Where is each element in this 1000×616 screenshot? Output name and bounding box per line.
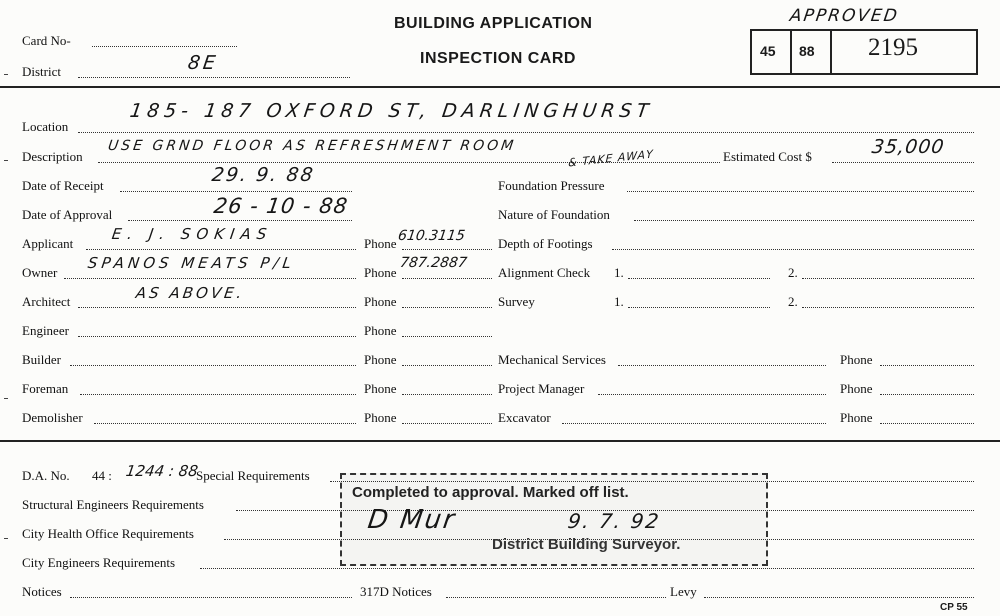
demolisher-phone-label: Phone	[364, 410, 397, 425]
survey-1: 1.	[614, 294, 624, 309]
district-line	[78, 77, 350, 78]
city-health-label: City Health Office Requirements	[22, 526, 194, 541]
description-addition: & TAKE AWAY	[568, 147, 654, 170]
date-approval-label: Date of Approval	[22, 207, 113, 222]
engineer-phone-label: Phone	[364, 323, 397, 338]
project-manager-phone-label: Phone	[840, 381, 873, 396]
nature-foundation-label: Nature of Foundation	[498, 207, 610, 222]
excavator-label: Excavator	[498, 410, 551, 425]
owner-line	[64, 278, 356, 279]
engineer-line	[78, 336, 356, 337]
estimated-cost-label: Estimated Cost $	[723, 149, 812, 164]
demolisher-line	[94, 423, 356, 424]
box-card-number: 2195	[868, 34, 918, 61]
date-approval-value: 26 - 10 - 88	[212, 194, 350, 218]
owner-label: Owner	[22, 265, 58, 280]
location-line	[78, 132, 974, 133]
box-year-b: 88	[799, 43, 815, 59]
architect-phone-line	[402, 307, 492, 308]
applicant-label: Applicant	[22, 236, 74, 251]
city-engineers-line	[200, 568, 974, 569]
applicant-phone-value: 610.3115	[396, 228, 466, 244]
applicant-line	[86, 249, 356, 250]
header-rule	[0, 86, 1000, 88]
builder-phone-label: Phone	[364, 352, 397, 367]
architect-value: AS ABOVE.	[134, 284, 246, 302]
section-rule	[0, 440, 1000, 442]
applicant-phone-label: Phone	[364, 236, 397, 251]
date-receipt-label: Date of Receipt	[22, 178, 104, 193]
structural-engineers-label: Structural Engineers Requirements	[22, 497, 204, 512]
architect-label: Architect	[22, 294, 71, 309]
box-year-a: 45	[760, 43, 776, 59]
survey-1-line	[628, 307, 770, 308]
margin-tick	[4, 538, 8, 539]
stamp-date: 9. 7. 92	[566, 509, 663, 533]
builder-phone-line	[402, 365, 492, 366]
margin-tick	[4, 74, 8, 75]
form-subtitle: INSPECTION CARD	[420, 50, 576, 67]
da-no-label: D.A. No.	[22, 468, 70, 483]
levy-line	[704, 597, 974, 598]
date-receipt-line	[120, 191, 352, 192]
city-engineers-label: City Engineers Requirements	[22, 555, 176, 570]
foundation-pressure-line	[627, 191, 974, 192]
foreman-phone-label: Phone	[364, 381, 397, 396]
excavator-phone-line	[880, 423, 974, 424]
notices-317d-line	[446, 597, 666, 598]
alignment-check-2: 2.	[788, 265, 798, 280]
architect-phone-label: Phone	[364, 294, 397, 309]
foreman-line	[80, 394, 356, 395]
notices-line	[70, 597, 352, 598]
form-title: BUILDING APPLICATION	[394, 15, 593, 32]
da-number: 1244 : 88	[124, 462, 200, 480]
description-value: USE GRND FLOOR AS REFRESHMENT ROOM	[106, 138, 518, 154]
engineer-phone-line	[402, 336, 492, 337]
district-value: 8E	[186, 52, 220, 74]
depth-footings-label: Depth of Footings	[498, 236, 593, 251]
da-prefix: 44 :	[92, 468, 112, 483]
stamp-completed-text: Completed to approval. Marked off list.	[352, 484, 629, 501]
builder-line	[70, 365, 356, 366]
location-label: Location	[22, 119, 69, 134]
margin-tick	[4, 398, 8, 399]
levy-label: Levy	[670, 584, 697, 599]
project-manager-line	[598, 394, 826, 395]
excavator-line	[562, 423, 826, 424]
approved-mark: APPROVED	[788, 6, 901, 26]
box-divider	[790, 31, 792, 73]
foreman-label: Foreman	[22, 381, 69, 396]
stamp-surveyor-text: District Building Surveyor.	[492, 536, 681, 553]
box-divider	[830, 31, 832, 73]
alignment-check-1-line	[628, 278, 770, 279]
builder-label: Builder	[22, 352, 61, 367]
card-no-line	[92, 46, 237, 47]
architect-line	[78, 307, 356, 308]
alignment-check-2-line	[802, 278, 974, 279]
owner-phone-label: Phone	[364, 265, 397, 280]
district-label: District	[22, 64, 61, 79]
estimated-cost-value: 35,000	[870, 136, 947, 158]
foundation-pressure-label: Foundation Pressure	[498, 178, 605, 193]
special-requirements-label: Special Requirements	[196, 468, 310, 483]
alignment-check-label: Alignment Check	[498, 265, 591, 280]
mechanical-services-line	[618, 365, 826, 366]
margin-tick	[4, 160, 8, 161]
description-label: Description	[22, 149, 83, 164]
notices-317d-label: 317D Notices	[360, 584, 432, 599]
depth-footings-line	[612, 249, 974, 250]
owner-value: SPANOS MEATS P/L	[86, 254, 297, 272]
estimated-cost-line	[832, 162, 974, 163]
mechanical-services-label: Mechanical Services	[498, 352, 606, 367]
nature-foundation-line	[634, 220, 974, 221]
completion-stamp	[340, 473, 768, 566]
applicant-phone-line	[402, 249, 492, 250]
owner-phone-value: 787.2887	[398, 255, 468, 271]
date-approval-line	[128, 220, 352, 221]
card-no-label: Card No-	[22, 33, 71, 48]
survey-2-line	[802, 307, 974, 308]
date-receipt-value: 29. 9. 88	[210, 164, 317, 186]
owner-phone-line	[402, 278, 492, 279]
engineer-label: Engineer	[22, 323, 69, 338]
stamp-signature: D Mur	[365, 505, 458, 535]
project-manager-phone-line	[880, 394, 974, 395]
demolisher-phone-line	[402, 423, 492, 424]
mechanical-phone-label: Phone	[840, 352, 873, 367]
form-code: CP 55	[940, 602, 968, 613]
demolisher-label: Demolisher	[22, 410, 83, 425]
alignment-check-1: 1.	[614, 265, 624, 280]
foreman-phone-line	[402, 394, 492, 395]
notices-label: Notices	[22, 584, 62, 599]
card-number-box	[750, 29, 978, 75]
applicant-value: E. J. SOKIAS	[110, 225, 274, 243]
survey-2: 2.	[788, 294, 798, 309]
excavator-phone-label: Phone	[840, 410, 873, 425]
project-manager-label: Project Manager	[498, 381, 585, 396]
mechanical-phone-line	[880, 365, 974, 366]
location-value: 185- 187 OXFORD ST, DARLINGHURST	[128, 100, 655, 122]
survey-label: Survey	[498, 294, 535, 309]
